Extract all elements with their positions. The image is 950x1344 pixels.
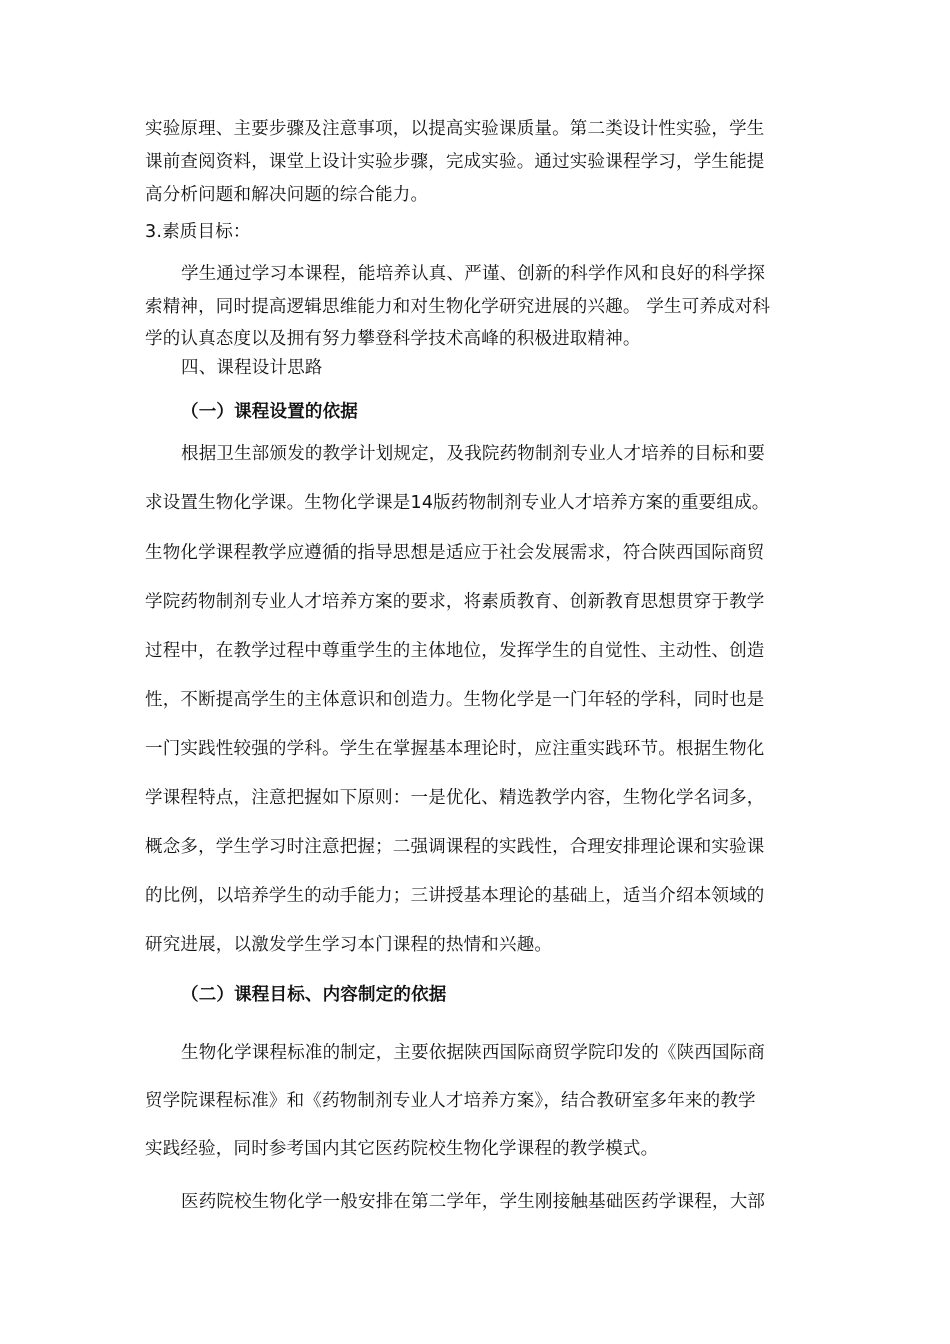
paragraph-line: 索精神，同时提高逻辑思维能力和对生物化学研究进展的兴趣。 学生可养成对科 <box>145 297 771 317</box>
subsection-heading: （一）课程设置的依据 <box>181 402 358 422</box>
paragraph-line: 性，不断提高学生的主体意识和创造力。生物化学是一门年轻的学科，同时也是 <box>145 690 765 710</box>
paragraph-line: 实验原理、主要步骤及注意事项，以提高实验课质量。第二类设计性实验，学生 <box>145 119 765 139</box>
paragraph-line: 学院药物制剂专业人才培养方案的要求，将素质教育、创新教育思想贯穿于教学 <box>145 592 765 612</box>
paragraph-line: 生物化学课程教学应遵循的指导思想是适应于社会发展需求，符合陕西国际商贸 <box>145 543 765 563</box>
paragraph-line: 一门实践性较强的学科。学生在掌握基本理论时，应注重实践环节。根据生物化 <box>145 739 765 759</box>
paragraph-line: 学的认真态度以及拥有努力攀登科学技术高峰的积极进取精神。 <box>145 329 641 349</box>
paragraph-line: 生物化学课程标准的制定，主要依据陕西国际商贸学院印发的《陕西国际商 <box>181 1043 766 1063</box>
paragraph-line: 学生通过学习本课程，能培养认真、严谨、创新的科学作风和良好的科学探 <box>181 264 766 284</box>
paragraph-line: 求设置生物化学课。生物化学课是14版药物制剂专业人才培养方案的重要组成。 <box>145 493 770 513</box>
section-heading: 3.素质目标： <box>145 222 251 242</box>
paragraph-line: 医药院校生物化学一般安排在第二学年，学生刚接触基础医药学课程，大部 <box>181 1192 766 1212</box>
paragraph-line: 高分析问题和解决问题的综合能力。 <box>145 185 429 205</box>
paragraph-line: 根据卫生部颁发的教学计划规定，及我院药物制剂专业人才培养的目标和要 <box>181 444 766 464</box>
paragraph-line: 实践经验，同时参考国内其它医药院校生物化学课程的教学模式。 <box>145 1139 659 1159</box>
paragraph-line: 过程中，在教学过程中尊重学生的主体地位，发挥学生的自觉性、主动性、创造 <box>145 641 765 661</box>
subsection-heading: （二）课程目标、内容制定的依据 <box>181 985 447 1005</box>
paragraph-line: 课前查阅资料，课堂上设计实验步骤，完成实验。通过实验课程学习，学生能提 <box>145 152 765 172</box>
paragraph-line: 研究进展，以激发学生学习本门课程的热情和兴趣。 <box>145 935 553 955</box>
paragraph-line: 概念多，学生学习时注意把握；二强调课程的实践性，合理安排理论课和实验课 <box>145 837 765 857</box>
paragraph-line: 学课程特点，注意把握如下原则：一是优化、精选教学内容，生物化学名词多， <box>145 788 765 808</box>
paragraph-line: 贸学院课程标准》和《药物制剂专业人才培养方案》，结合教研室多年来的教学 <box>145 1091 756 1111</box>
section-heading: 四、课程设计思路 <box>181 358 323 378</box>
paragraph-line: 的比例，以培养学生的动手能力；三讲授基本理论的基础上，适当介绍本领域的 <box>145 886 765 906</box>
